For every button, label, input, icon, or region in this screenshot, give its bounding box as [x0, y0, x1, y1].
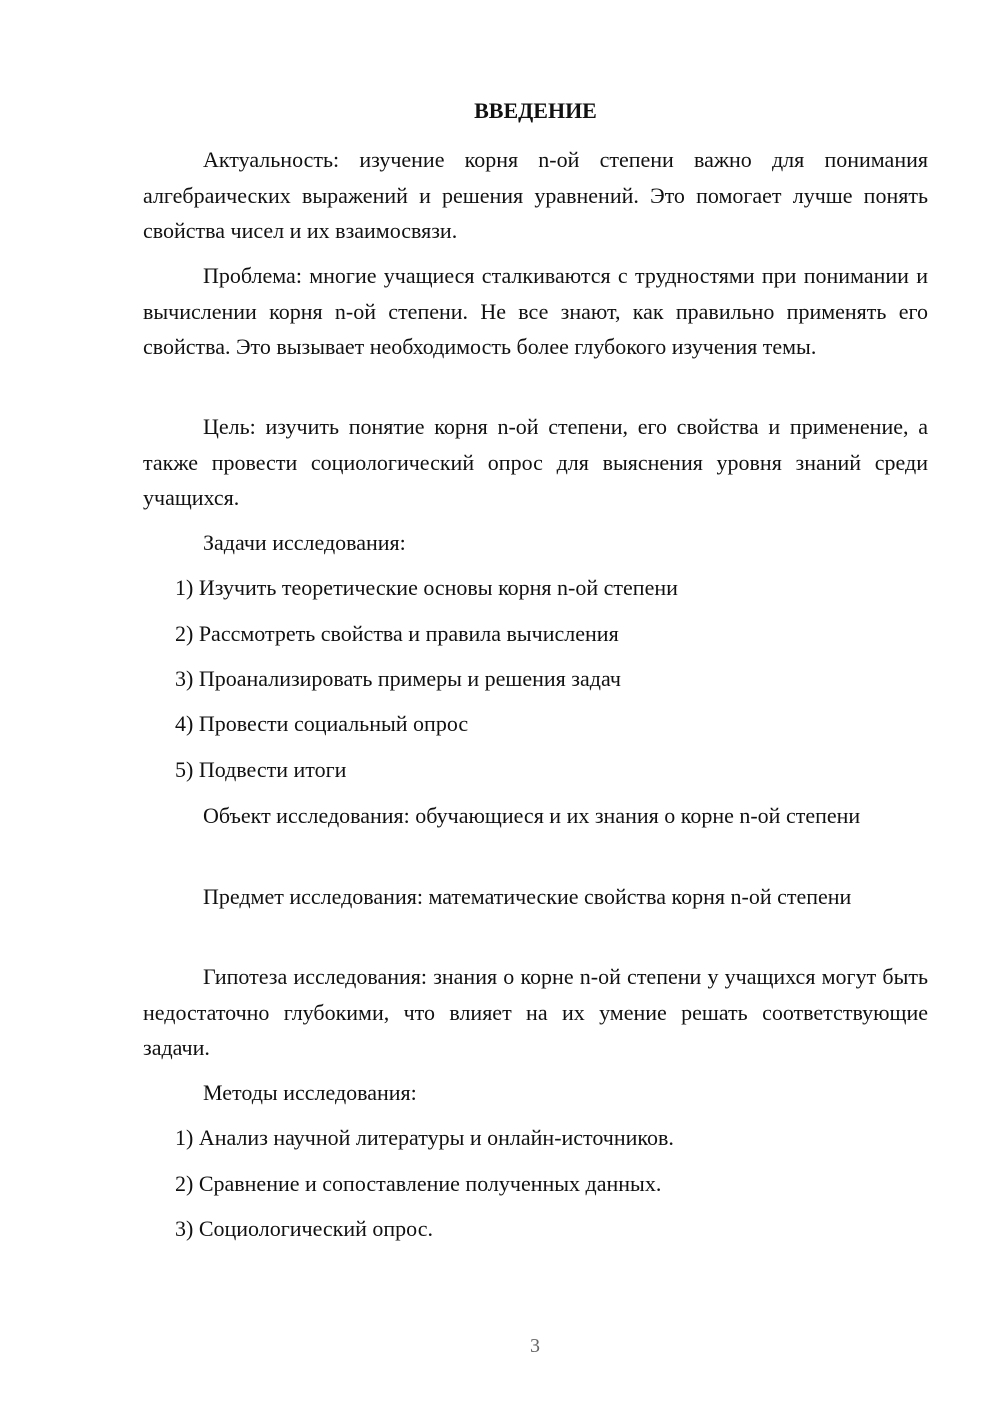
task-item-2: 2) Рассмотреть свойства и правила вычисления: [175, 621, 619, 646]
paragraph-problem: Проблема: многие учащиеся сталкиваются с трудностями при понимании и вычислении корня n-ой степени. Не все знают, как правильно применять его свойства. Это вызывает необходимость более глубокого изучения темы.: [143, 263, 928, 359]
paragraph-goal: Цель: изучить понятие корня n-ой степени, его свойства и применение, а также провести социологический опрос для выяснения уровня знаний среди учащихся.: [143, 414, 928, 510]
task-item-3: 3) Проанализировать примеры и решения задач: [175, 666, 621, 691]
method-item-2: 2) Сравнение и сопоставление полученных данных.: [175, 1171, 662, 1196]
page-number: 3: [530, 1335, 540, 1357]
methods-label: Методы исследования:: [203, 1080, 417, 1105]
task-item-4: 4) Провести социальный опрос: [175, 711, 469, 736]
method-item-3: 3) Социологический опрос.: [175, 1216, 433, 1241]
task-item-5: 5) Подвести итоги: [175, 757, 347, 782]
tasks-label: Задачи исследования:: [203, 530, 406, 555]
method-item-1: 1) Анализ научной литературы и онлайн-источников.: [175, 1125, 674, 1150]
task-item-1: 1) Изучить теоретические основы корня n-ой степени: [175, 575, 678, 600]
paragraph-hypothesis: Гипотеза исследования: знания о корне n-ой степени у учащихся могут быть недостаточно глубокими, что влияет на их умение решать соответствующие задачи.: [143, 964, 928, 1060]
page-title: ВВЕДЕНИЕ: [474, 98, 597, 123]
paragraph-subject: Предмет исследования: математические свойства корня n-ой степени: [203, 884, 852, 909]
paragraph-object: Объект исследования: обучающиеся и их знания о корне n-ой степени: [203, 803, 861, 828]
paragraph-relevance: Актуальность: изучение корня n-ой степени важно для понимания алгебраических выражений и решения уравнений. Это помогает лучше понять свойства чисел и их взаимосвязи.: [143, 147, 928, 243]
